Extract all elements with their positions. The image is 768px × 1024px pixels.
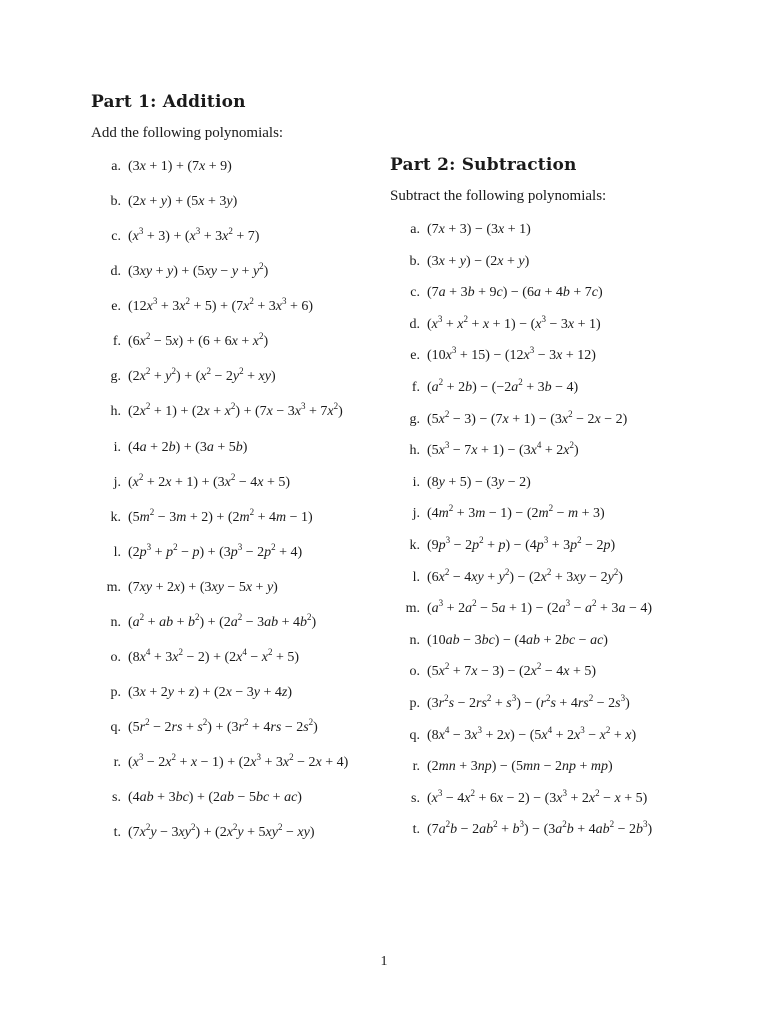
problem-label: a.: [111, 159, 121, 174]
problem-expression: $(x^3 + x^2 + x + 1) - (x^3 - 3x + 1)$: [427, 313, 601, 332]
problem-expression: $(8x^4 - 3x^3 + 2x) - (5x^4 + 2x^3 - x^2 + x)$: [427, 724, 637, 743]
problem-label: n.: [110, 614, 121, 630]
problem-label: f.: [411, 379, 420, 395]
problem-label: b.: [409, 253, 420, 269]
problem-label: o.: [110, 649, 121, 665]
problem-label: r.: [113, 755, 121, 771]
page-number: 1: [380, 954, 388, 969]
addition-problem-r: [91, 752, 391, 787]
problem-label: p.: [110, 684, 121, 700]
problem-expression: (8y + 5) − (3y − 2): [427, 474, 531, 490]
subtraction-problem-o: [390, 661, 690, 693]
addition-problem-c: [91, 226, 391, 261]
addition-problem-l: [91, 542, 391, 577]
problem-label: h.: [110, 404, 121, 420]
subtraction-problem-e: [390, 345, 690, 377]
problem-label: q.: [110, 720, 121, 735]
addition-problem-list: [91, 156, 391, 857]
problem-expression: (7a + 3b + 9c) − (6a + 4b + 7c): [427, 285, 603, 301]
problem-expression: $(5r^2 - 2rs + s^2) + (3r^2 + 4rs - 2s^2)$: [128, 717, 318, 735]
problem-label: i.: [113, 439, 121, 455]
addition-problem-m: [91, 577, 391, 612]
subtraction-problem-d: [390, 314, 690, 346]
addition-problem-n: [91, 612, 391, 647]
problem-label: i.: [412, 474, 420, 490]
problem-label: m.: [405, 601, 420, 617]
problem-expression: $(2x^2 + 1) + (2x + x^2) + (7x - 3x^3 + 7x^2)$: [128, 401, 343, 420]
addition-section: [91, 90, 391, 857]
problem-expression: $(8x^4 + 3x^2 - 2) + (2x^4 - x^2 + 5)$: [128, 646, 300, 665]
problem-label: p.: [409, 695, 420, 711]
subtraction-problem-p: [390, 693, 690, 725]
problem-expression: $(5m^2 - 3m + 2) + (2m^2 + 4m - 1)$: [128, 506, 313, 525]
addition-problem-g: [91, 366, 391, 401]
problem-expression: $(x^3 - 2x^2 + x - 1) + (2x^3 + 3x^2 - 2x + 4)$: [128, 752, 349, 771]
problem-label: s.: [112, 790, 121, 806]
problem-expression: $(a^2 + 2b) - (-2a^2 + 3b - 4)$: [427, 376, 579, 395]
problem-label: l.: [113, 544, 121, 560]
addition-problem-e: [91, 296, 391, 331]
problem-expression: $(5x^2 + 7x - 3) - (2x^2 - 4x + 5)$: [427, 661, 597, 680]
problem-expression: (2x + y) + (5x + 3y): [128, 194, 238, 210]
problem-label: t.: [113, 825, 121, 841]
problem-label: r.: [412, 759, 420, 775]
problem-expression: (4ab + 3bc) + (2ab − 5bc + ac): [128, 790, 302, 806]
problem-label: e.: [111, 299, 121, 315]
subtraction-problem-j: [390, 503, 690, 535]
problem-label: l.: [412, 569, 420, 585]
subtraction-problem-g: [390, 409, 690, 441]
problem-label: s.: [411, 790, 420, 806]
addition-problem-j: [91, 472, 391, 507]
problem-label: j.: [113, 474, 121, 490]
problem-expression: (3x + 2y + z) + (2x − 3y + 4z): [128, 684, 292, 700]
problem-label: f.: [112, 334, 121, 350]
problem-label: t.: [412, 822, 420, 838]
problem-label: c.: [410, 285, 420, 301]
problem-label: g.: [409, 411, 420, 427]
subtraction-problem-list: [390, 219, 690, 851]
problem-expression: (4a + 2b) + (3a + 5b): [128, 439, 248, 455]
problem-label: j.: [412, 506, 420, 522]
problem-expression: (10ab − 3bc) − (4ab + 2bc − ac): [427, 632, 608, 648]
problem-label: h.: [409, 443, 420, 459]
problem-expression: $(x^3 - 4x^2 + 6x - 2) - (3x^3 + 2x^2 - x + 5)$: [427, 787, 648, 806]
problem-expression: (3x + y) − (2x + y): [427, 253, 530, 269]
problem-expression: $(a^3 + 2a^2 - 5a + 1) - (2a^3 - a^2 + 3a - 4)$: [427, 598, 653, 617]
problem-expression: (7xy + 2x) + (3xy − 5x + y): [128, 579, 278, 595]
subtraction-problem-t: [390, 819, 690, 851]
addition-problem-q: [91, 717, 391, 752]
problem-expression: $(6x^2 - 4xy + y^2) - (2x^2 + 3xy - 2y^2)$: [427, 566, 623, 585]
subtraction-problem-i: [390, 472, 690, 504]
problem-expression: $(3r^2s - 2rs^2 + s^3) - (r^2s + 4rs^2 - 2s^3)$: [427, 692, 630, 711]
problem-expression: $(9p^3 - 2p^2 + p) - (4p^3 + 3p^2 - 2p)$: [427, 534, 616, 553]
problem-expression: $(3xy + y) + (5xy - y + y^2)$: [128, 261, 269, 280]
addition-problem-b: [91, 191, 391, 226]
subtraction-problem-a: [390, 219, 690, 251]
addition-problem-i: [91, 437, 391, 472]
problem-label: c.: [111, 229, 121, 245]
addition-problem-a: [91, 156, 391, 191]
problem-label: q.: [409, 727, 420, 743]
subtraction-problem-c: [390, 282, 690, 314]
subtraction-problem-q: [390, 725, 690, 757]
subtraction-problem-m: [390, 598, 690, 630]
addition-problem-o: [91, 647, 391, 682]
addition-problem-p: [91, 682, 391, 717]
subtraction-problem-b: [390, 251, 690, 283]
addition-problem-d: [91, 261, 391, 296]
problem-expression: $(5x^2 - 3) - (7x + 1) - (3x^2 - 2x - 2)$: [427, 408, 628, 427]
problem-expression: $(5x^3 - 7x + 1) - (3x^4 + 2x^2)$: [427, 440, 579, 459]
part2-instructions: Subtract the following polynomials:: [390, 188, 607, 204]
problem-label: a.: [410, 222, 420, 237]
subtraction-problem-r: [390, 756, 690, 788]
problem-expression: (2mn + 3np) − (5mn − 2np + mp): [427, 759, 613, 775]
problem-label: n.: [409, 632, 420, 648]
problem-label: k.: [110, 509, 121, 525]
problem-expression: $(6x^2 - 5x) + (6 + 6x + x^2)$: [128, 331, 269, 350]
subtraction-problem-l: [390, 567, 690, 599]
addition-problem-k: [91, 507, 391, 542]
problem-expression: (7x + 3) − (3x + 1): [427, 222, 531, 237]
problem-expression: $(7x^2y - 3xy^2) + (2x^2y + 5xy^2 - xy)$: [128, 822, 315, 841]
addition-problem-t: [91, 822, 391, 857]
problem-label: d.: [409, 316, 420, 332]
problem-label: d.: [110, 264, 121, 280]
problem-expression: $(10x^3 + 15) - (12x^3 - 3x + 12)$: [427, 345, 596, 364]
addition-problem-s: [91, 787, 391, 822]
subtraction-problem-k: [390, 535, 690, 567]
subtraction-problem-s: [390, 788, 690, 820]
part2-title: Part 2: Subtraction: [390, 155, 577, 175]
problem-expression: ($a^2$ + ab + $b^2) + (2a^2 - 3ab + 4b^2)$: [128, 611, 317, 630]
problem-expression: $(x^2 + 2x + 1) + (3x^2 - 4x + 5)$: [128, 471, 291, 490]
problem-expression: $(12x^3 + 3x^2 + 5) + (7x^2 + 3x^3 + 6)$: [128, 296, 314, 315]
problem-expression: $(7a^2b - 2ab^2 + b^3) - (3a^2b + 4ab^2 - 2b^3)$: [427, 819, 653, 838]
problem-label: k.: [409, 537, 420, 553]
subtraction-problem-f: [390, 377, 690, 409]
addition-problem-h: [91, 401, 391, 436]
problem-expression: $(4m^2 + 3m - 1) - (2m^2 - m + 3)$: [427, 503, 605, 522]
problem-expression: $(2p^3 + p^2 - p) + (3p^3 - 2p^2 + 4)$: [128, 541, 303, 560]
problem-label: e.: [410, 348, 420, 364]
problem-label: g.: [110, 369, 121, 385]
problem-label: m.: [106, 579, 121, 595]
part1-instructions: Add the following polynomials:: [91, 125, 284, 141]
subtraction-problem-n: [390, 630, 690, 662]
problem-label: o.: [409, 664, 420, 680]
problem-label: b.: [110, 194, 121, 210]
part1-title: Part 1: Addition: [91, 92, 246, 112]
problem-expression: $(x^3 + 3) + (x^3 + 3x^2 + 7)$: [128, 226, 260, 245]
subtraction-section: [390, 153, 690, 851]
problem-expression: (3x + 1) + (7x + 9): [128, 159, 232, 174]
problem-expression: $(2x^2 + y^2) + (x^2 - 2y^2 + xy)$: [128, 366, 276, 385]
subtraction-problem-h: [390, 440, 690, 472]
addition-problem-f: [91, 331, 391, 366]
